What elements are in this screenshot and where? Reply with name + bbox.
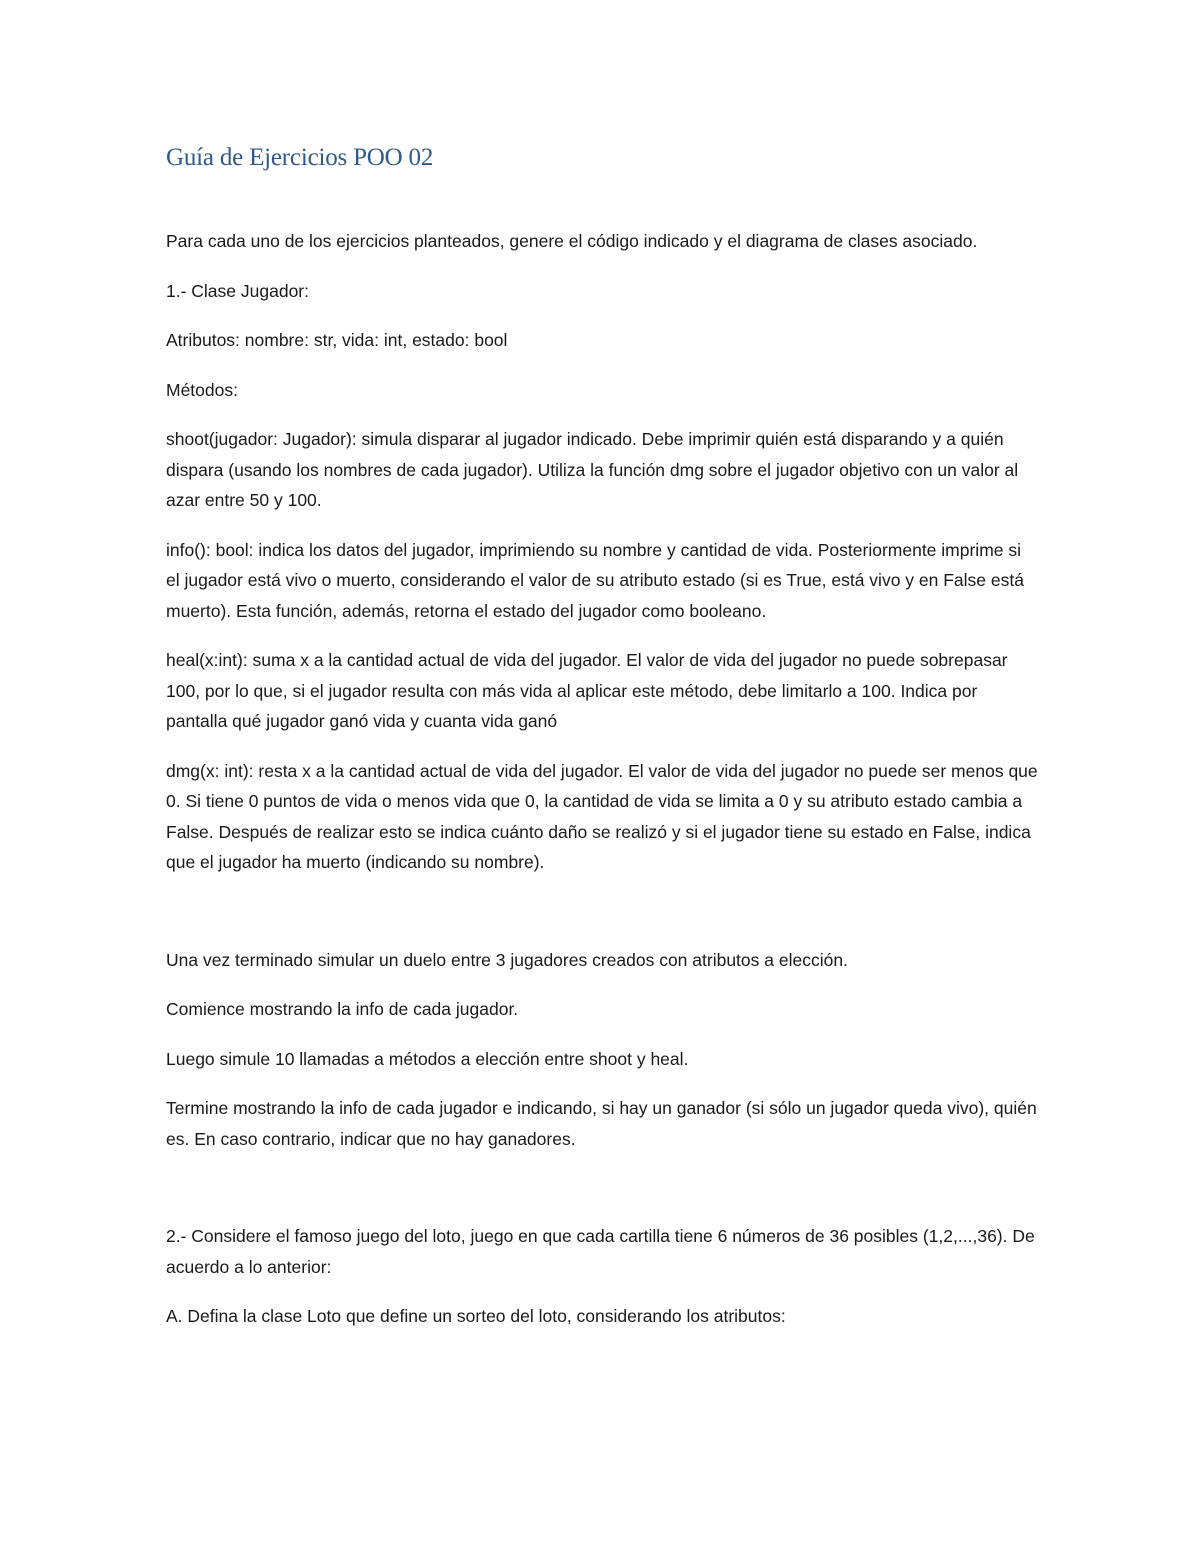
methods-label: Métodos:: [166, 379, 238, 400]
spacer: [166, 1173, 1038, 1221]
method-heal: heal(x:int): suma x a la cantidad actual de vida del jugador. El valor de vida del jugador no puede sobrepasar 100, por lo que, si el jugador resulta con más vida al aplicar este método, debe limitarlo a 100. Indica por pantalla qué jugador ganó vida y cuanta vida ganó: [166, 650, 1008, 731]
document-body: [166, 140, 1038, 1351]
attributes-line: Atributos: nombre: str, vida: int, estado: bool: [166, 330, 508, 350]
duel-step-3: Termine mostrando la info de cada jugador e indicando, si hay un ganador (si sólo un jugador queda vivo), quién es. En caso contrario, indicar que no hay ganadores.: [166, 1098, 1037, 1149]
method-info: info(): bool: indica los datos del jugador, imprimiendo su nombre y cantidad de vida. Posteriormente imprime si el jugador está vivo o muerto, considerando el valor de su atributo estado (si es True, está vivo y en False está muerto). Esta función, además, retorna el estado del jugador como booleano.: [166, 539, 1024, 621]
duel-instructions: Una vez terminado simular un duelo entre 3 jugadores creados con atributos a elección.: [166, 949, 848, 970]
intro-paragraph: Para cada uno de los ejercicios planteados, genere el código indicado y el diagrama de clases asociado.: [166, 231, 978, 251]
method-shoot: shoot(jugador: Jugador): simula disparar al jugador indicado. Debe imprimir quién está disparando y a quién dispara (usando los nombres de cada jugador). Utiliza la función dmg sobre el jugador objetivo con un valor al azar entre 50 y 100.: [166, 429, 1019, 510]
spacer: [166, 897, 1038, 945]
duel-step-1: Comience mostrando la info de cada jugador.: [166, 999, 519, 1019]
exercise-2-part-a: A. Defina la clase Loto que define un sorteo del loto, considerando los atributos:: [166, 1306, 786, 1326]
document-title: Guía de Ejercicios POO 02: [166, 144, 434, 171]
exercise-1-heading: 1.- Clase Jugador:: [166, 280, 309, 301]
duel-step-2: Luego simule 10 llamadas a métodos a elección entre shoot y heal.: [166, 1048, 689, 1069]
exercise-2-heading: 2.- Considere el famoso juego del loto, juego en que cada cartilla tiene 6 números de 36 posibles (1,2,...,36). De acuerdo a lo anterior:: [166, 1226, 1035, 1277]
method-dmg: dmg(x: int): resta x a la cantidad actual de vida del jugador. El valor de vida del jugador no puede ser menos que 0. Si tiene 0 puntos de vida o menos vida que 0, la cantidad de vida se limita a 0 y su atributo estado cambia a False. Después de realizar esto se indica cuánto daño se realizó y si el jugador tiene su estado en False, indica que el jugador ha muerto (indicando su nombre).: [166, 760, 1038, 872]
